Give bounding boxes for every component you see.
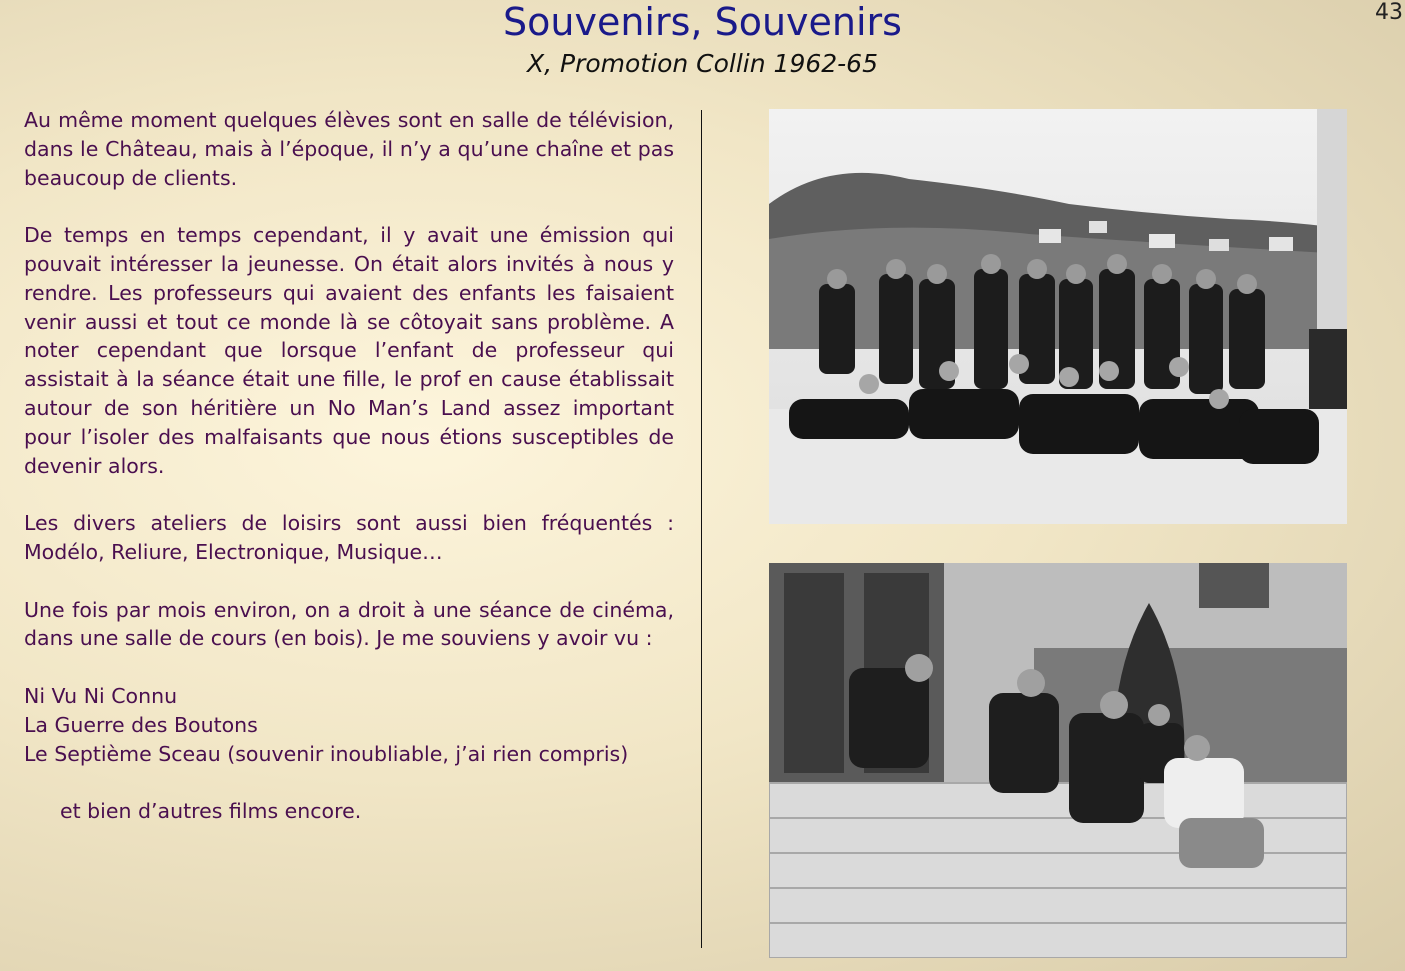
film-item: Ni Vu Ni Connu <box>24 683 178 708</box>
paragraph-cinema: Une fois par mois environ, on a droit à une séance de cinéma, dans une salle de cours (en bois). Je me souviens y avoir vu : <box>24 597 674 651</box>
film-item: Le Septième Sceau (souvenir inoubliable, j’ai rien compris) <box>24 741 629 766</box>
page-number: 43 <box>1375 0 1403 25</box>
page-title: Souvenirs, Souvenirs <box>503 0 902 44</box>
film-item: La Guerre des Boutons <box>24 712 258 737</box>
steps-photo <box>769 563 1347 958</box>
paragraph-emission: De temps en temps cependant, il y avait une émission qui pouvait intéresser la jeunesse. On était alors invités à nous y rendre. Les professeurs qui avaient des enfants les faisaient venir aussi et tout ce monde là se côtoyait sans problème. A noter cependant que lorsque l’enfant de professeur qui assistait à la séance était une fille, le prof en cause établissait autour de son héritière un No Man’s Land assez important pour l’isoler des malfaisants que nous étions susceptibles de devenir alors. <box>24 223 674 478</box>
column-divider <box>701 110 702 948</box>
text-column <box>24 106 674 826</box>
paragraph-television: Au même moment quelques élèves sont en salle de télévision, dans le Château, mais à l’époque, il n’y a qu’une chaîne et pas beaucoup de clients. <box>24 108 674 190</box>
closing-line: et bien d’autres films encore. <box>60 799 362 824</box>
film-list <box>24 682 674 768</box>
page-subtitle: X, Promotion Collin 1962-65 <box>527 49 878 78</box>
group-photo <box>769 109 1347 524</box>
paragraph-ateliers: Les divers ateliers de loisirs sont aussi bien fréquentés : Modélo, Reliure, Electronique, Musique… <box>24 511 674 564</box>
